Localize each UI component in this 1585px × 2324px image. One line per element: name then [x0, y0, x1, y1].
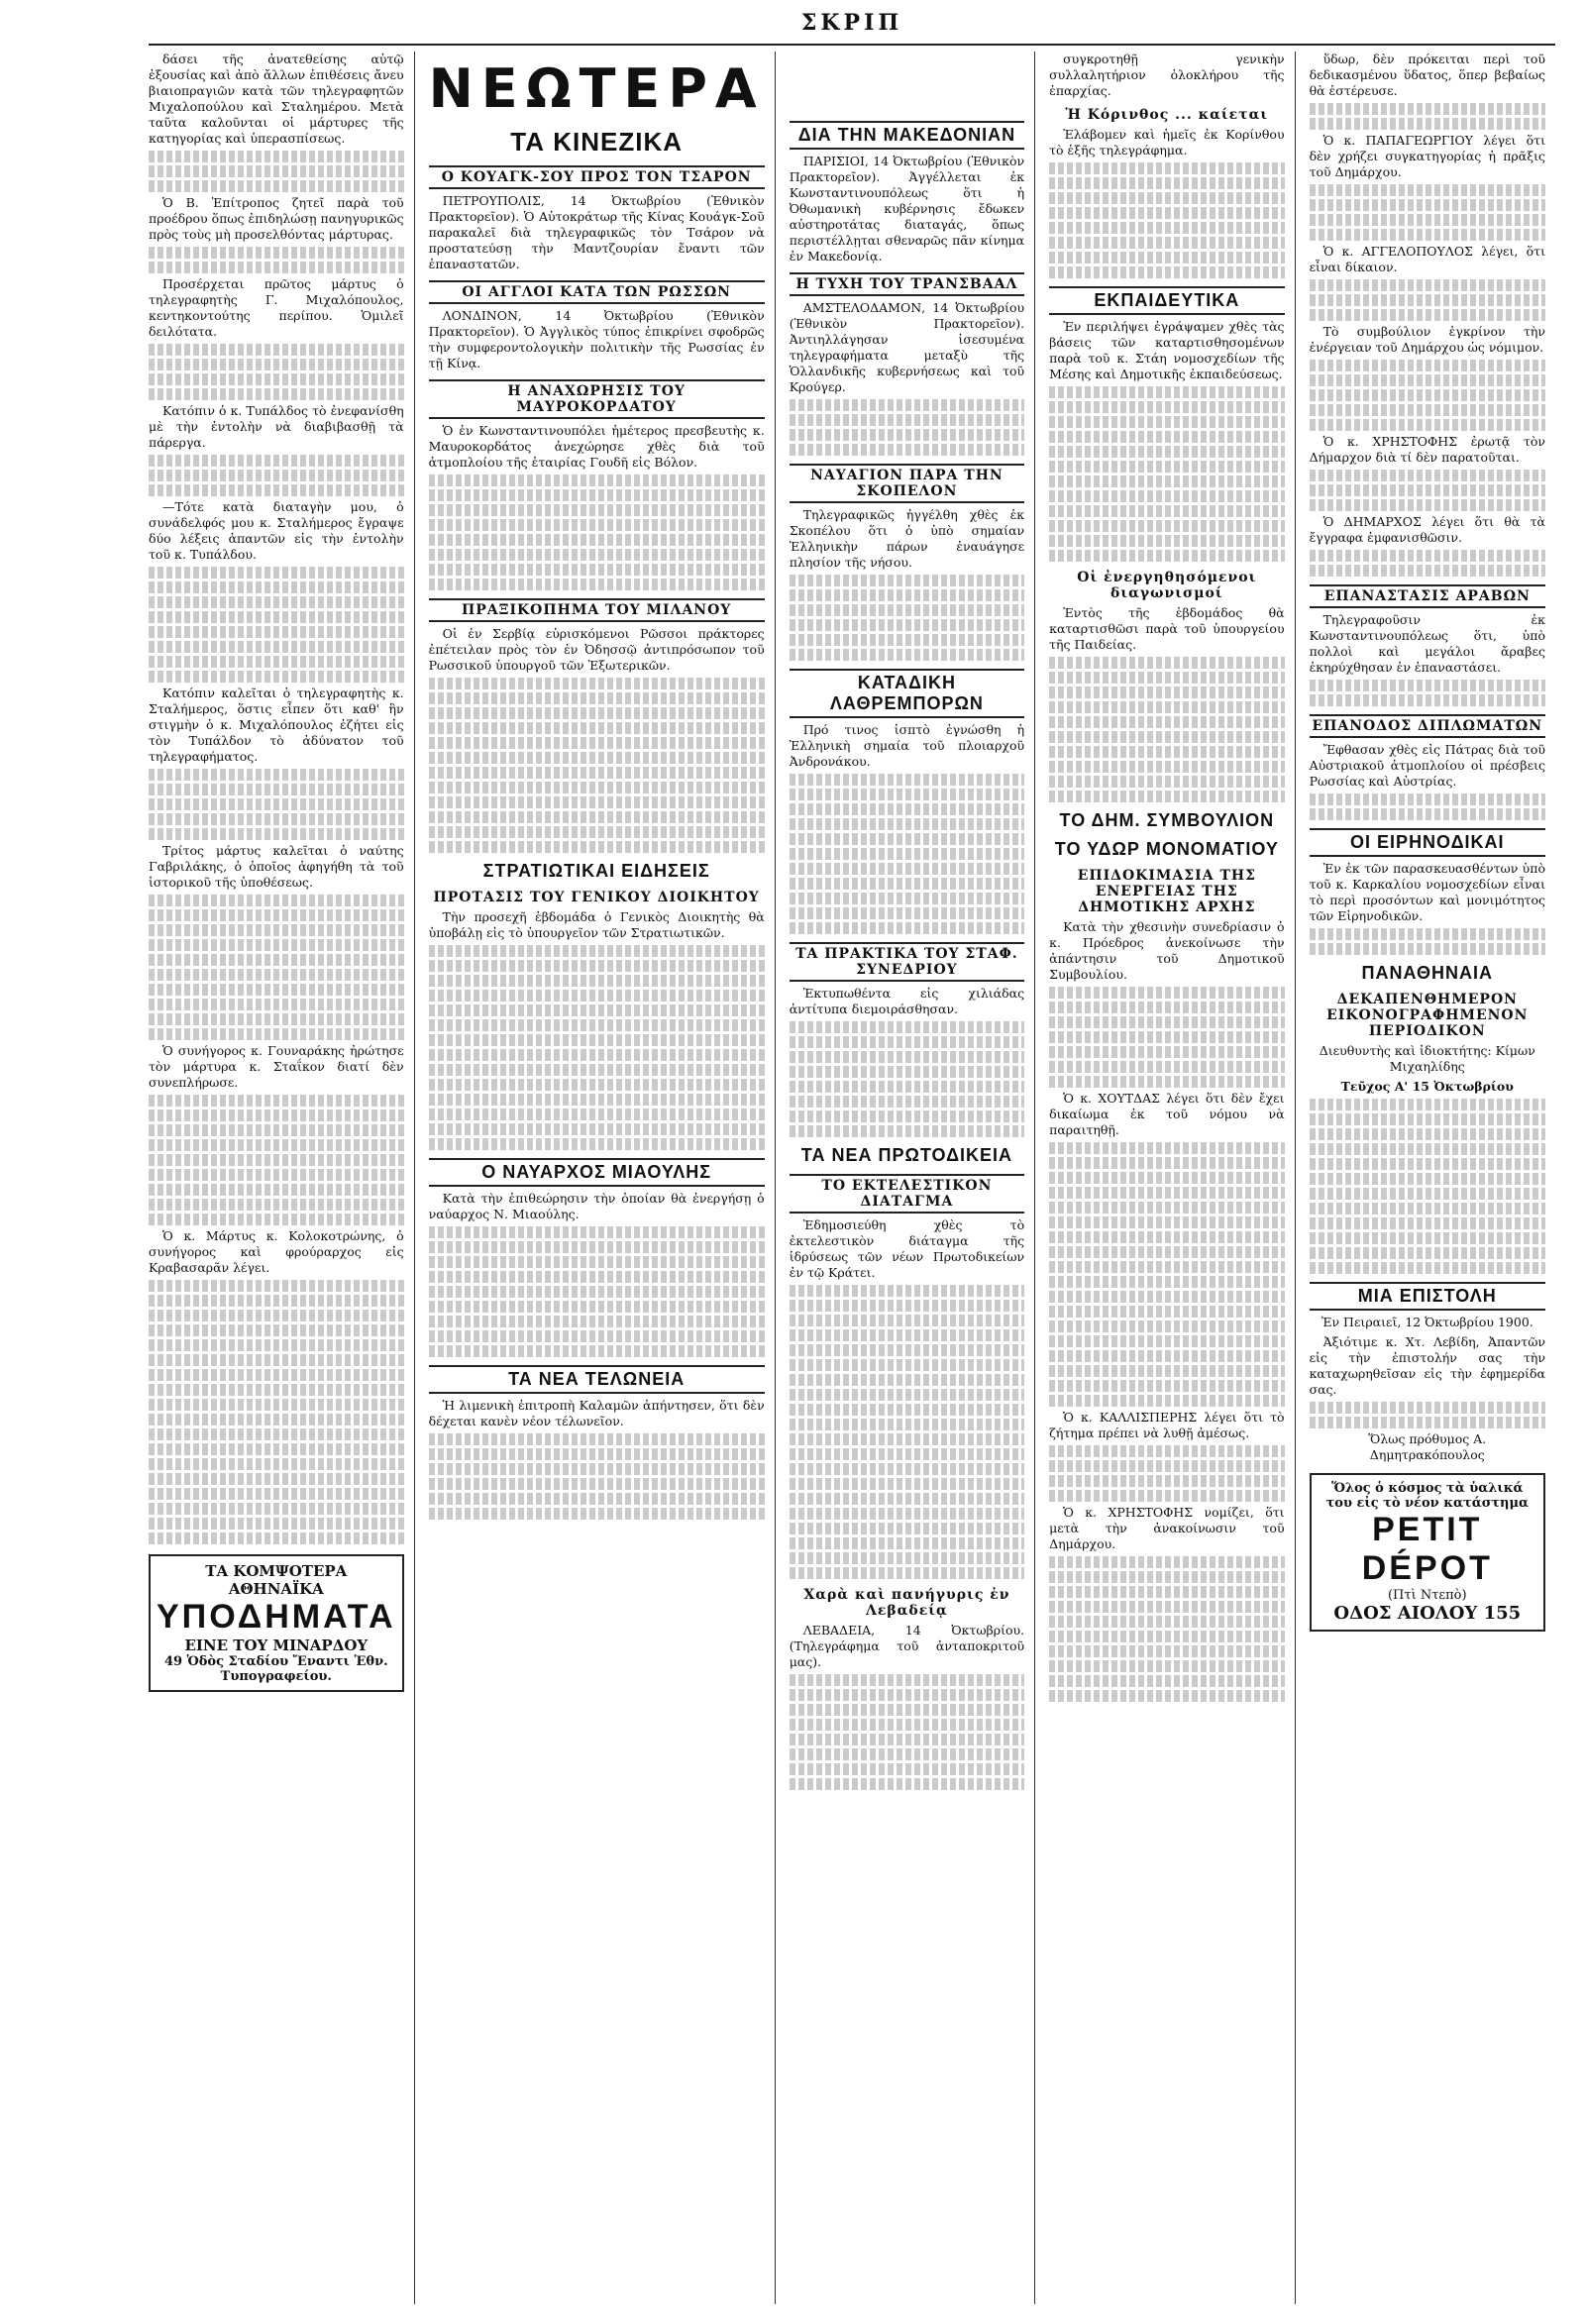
paragraph: συγκροτηθῇ γενικὴν συλλαλητήριον ὁλοκλήρου τῆς ἐπαρχίας.	[1049, 52, 1285, 98]
paragraph: Ὁ ἐν Κωνσταντινουπόλει ἡμέτερος πρεσβευτὴς κ. Μαυροκορδάτος ἀνεχώρησε χθὲς διὰ τοῦ ἀτμοπλοίου τῆς ἑταιρίας Γουδῆ εἰς Βόλον.	[428, 423, 765, 470]
paragraph: Τὸ συμβούλιον ἐγκρίνον τὴν ἐνέργειαν τοῦ Δημάρχου ὡς νόμιμον.	[1309, 324, 1545, 355]
headline: Οἱ ἐνεργηθησόμενοι διαγωνισμοί	[1077, 570, 1257, 601]
paragraph: Ὅλως πρόθυμος Α. Δημητρακόπουλος	[1368, 1431, 1487, 1462]
headline: ΣΤΡΑΤΙΩΤΙΚΑΙ ΕΙΔΗΣΕΙΣ	[482, 861, 710, 881]
ad-address: 49 Ὁδὸς Σταδίου Ἔναντι Ἐθν. Τυπογραφείου.	[163, 1654, 388, 1684]
headline: ΕΠΑΝΟΔΟΣ ΔΙΠΛΩΜΑΤΩΝ	[1310, 714, 1545, 738]
ad-line: Ὅλος ὁ κόσμος τὰ ὑαλικά του εἰς τὸ νέον κατάστημα	[1325, 1481, 1530, 1511]
paragraph: Ὁ κ. Μάρτυς κ. Κολοκοτρώνης, ὁ συνήγορος καὶ φρούραρχος εἰς Κραβασαρᾶν λέγει.	[149, 1228, 404, 1275]
paragraph: ΛΟΝΔΙΝΟΝ, 14 Ὀκτωβρίου (Ἐθνικὸν Πρακτορεῖον). Ὁ Ἀγγλικὸς τύπος ἐπικρίνει σφοδρῶς τὴν συμφεροντολογικὴν πολιτικὴν τῆς Ρωσσίας ἐν τῇ Κίνᾳ.	[428, 308, 765, 370]
headline: ΤΑ ΠΡΑΚΤΙΚΑ ΤΟΥ ΣΤΑΦ. ΣΥΝΕΔΡΙΟΥ	[790, 942, 1024, 982]
paragraph: Τρίτος μάρτυς καλεῖται ὁ ναύτης Γαβριλάκης, ὁ ὁποῖος ἀφηγήθη τὰ τοῦ ἱστορικοῦ τῆς ὑποθέσεως.	[149, 843, 404, 890]
paragraph: ΑΜΣΤΕΛΟΔΑΜΟΝ, 14 Ὀκτωβρίου (Ἐθνικὸν Πρακτορεῖον). Ἀντιηλλάγησαν ἰσεσυμένα τηλεγραφήματα μεταξὺ τῆς Ὁλλανδικῆς κυβερνήσεως καὶ τοῦ Κρούγερ.	[789, 300, 1025, 394]
columns	[149, 52, 1555, 2304]
paragraph: Ἡ λιμενικὴ ἐπιτροπὴ Καλαμῶν ἀπήντησεν, ὅτι δὲν δέχεται κανὲν νέον τέλωνεῖον.	[428, 1398, 765, 1428]
column-3	[790, 52, 1035, 2304]
paragraph: Ἐλάβομεν καὶ ἡμεῖς ἐκ Κορίνθου τὸ ἑξῆς τηλεγράφημα.	[1049, 127, 1285, 158]
subheadline: ΠΡΟΤΑΣΙΣ ΤΟΥ ΓΕΝΙΚΟΥ ΔΙΟΙΚΗΤΟΥ	[433, 890, 760, 905]
paragraph: Κατὰ τὴν ἐπιθεώρησιν τὴν ὁποίαν θὰ ἐνεργήσῃ ὁ ναύαρχος Ν. Μιαούλης.	[428, 1191, 765, 1221]
paragraph: Ὁ Β. Ἐπίτροπος ζητεῖ παρὰ τοῦ προέδρου ὅπως ἐπιδηλώσῃ πανηγυρικῶς πρὸς τοὺς μὴ προσελθόντας μάρτυρας.	[149, 195, 404, 242]
paragraph: Ἔφθασαν χθὲς εἰς Πάτρας διὰ τοῦ Αὐστριακοῦ ἀτμοπλοίου οἱ πρέσβεις Ρωσσίας καὶ Αὐστρίας.	[1309, 742, 1545, 789]
headline: Η ΤΥΧΗ ΤΟΥ ΤΡΑΝΣΒΑΑΛ	[790, 272, 1024, 296]
paragraph: Κατόπιν καλεῖται ὁ τηλεγραφητὴς κ. Σταλήμερος, ὅστις εἶπεν ὅτι καθ' ἣν στιγμὴν ὁ κ. Μιχαλόπουλος ἐζήτει εἰς τὸν Τυπάλδον τὸ ἀδύνατον τοῦ τηλεγραφήματος.	[149, 686, 404, 764]
headline: ΤΟ ΔΗΜ. ΣΥΜΒΟΥΛΙΟΝ	[1059, 810, 1275, 830]
paragraph: ΛΕΒΑΔΕΙΑ, 14 Ὀκτωβρίου. (Τηλεγράφημα τοῦ ἀνταποκριτοῦ μας).	[789, 1623, 1025, 1669]
headline: Χαρὰ καὶ πανήγυρις ἐν Λεβαδείᾳ	[803, 1587, 1010, 1619]
headline: ΟΙ ΕΙΡΗΝΟΔΙΚΑΙ	[1310, 828, 1545, 857]
headline: ΤΑ ΝΕΑ ΠΡΩΤΟΔΙΚΕΙΑ	[800, 1145, 1013, 1165]
ad-line: (Πτὶ Ντεπὸ)	[1387, 1588, 1467, 1603]
paragraph: Ἐδημοσιεύθη χθὲς τὸ ἐκτελεστικὸν διάταγμα τῆς ἱδρύσεως τῶν νέων Πρωτοδικείων ἐν τῷ Κράτει.	[789, 1217, 1025, 1280]
paragraph: Ὁ κ. ΑΓΓΕΛΟΠΟΥΛΟΣ λέγει, ὅτι εἶναι δίκαιον.	[1309, 244, 1545, 274]
paragraph: Ἀξιότιμε κ. Χτ. Λεβίδη, Ἀπαντῶν εἰς τὴν ἐπιστολήν σας τὴν καταχωρηθεῖσαν εἰς τὴν ἐφημερίδα σας.	[1309, 1334, 1545, 1397]
paragraph: Ἐντὸς τῆς ἑβδομάδος θὰ καταρτισθῶσι παρὰ τοῦ ὑπουργείου τῆς Παιδείας.	[1049, 605, 1285, 652]
subheadline: ΤΟ ΕΚΤΕΛΕΣΤΙΚΟΝ ΔΙΑΤΑΓΜΑ	[790, 1174, 1024, 1214]
paragraph: ὕδωρ, δὲν πρόκειται περὶ τοῦ δεδικασμένου ὕδατος, ὅπερ βεβαίως θὰ ἐστέρευσε.	[1309, 52, 1545, 98]
column-1	[149, 52, 415, 2304]
headline: ΤΑ ΚΙΝΕΖΙΚΑ	[510, 127, 684, 157]
ad-headline: ΥΠΟΔΗΜΑΤΑ	[157, 1598, 396, 1636]
masthead: ΣΚΡΙΠ	[800, 10, 903, 36]
paragraph: Ἐν Πειραιεῖ, 12 Ὀκτωβρίου 1900.	[1321, 1315, 1533, 1329]
subheadline: ΕΠΙΔΟΚΙΜΑΣΙΑ ΤΗΣ ΕΝΕΡΓΕΙΑΣ ΤΗΣ ΔΗΜΟΤΙΚΗΣ ΑΡΧΗΣ	[1077, 868, 1256, 915]
paragraph: Προσέρχεται πρῶτος μάρτυς ὁ τηλεγραφητὴς Γ. Μιχαλόπουλος, κεντηκοντούτης περίπου. Ὁμιλεῖ δειλότατα.	[149, 276, 404, 339]
headline: ΠΑΝΑΘΗΝΑΙΑ	[1361, 963, 1494, 983]
paragraph: Τεῦχος Α' 15 Ὀκτωβρίου	[1340, 1079, 1514, 1094]
paragraph: Ἐν περιλήψει ἐγράψαμεν χθὲς τὰς βάσεις τῶν καταρτισθησομένων παρὰ τοῦ κ. Στάη νομοσχεδίων τῆς Μέσης καὶ Δημοτικῆς ἐκπαιδεύσεως.	[1049, 319, 1285, 381]
paragraph: Ὁ κ. ΧΡΗΣΤΟΦΗΣ νομίζει, ὅτι μετὰ τὴν ἀνακοίνωσιν τοῦ Δημάρχου.	[1049, 1505, 1285, 1551]
headline: ΕΚΠΑΙΔΕΥΤΙΚΑ	[1049, 286, 1284, 315]
paragraph: Ὁ κ. ΠΑΠΑΓΕΩΡΓΙΟΥ λέγει ὅτι δὲν χρήζει συγκατηγορίας ἡ πρᾶξις τοῦ Δημάρχου.	[1309, 133, 1545, 179]
masthead-rule	[149, 44, 1555, 46]
paragraph: Ὁ συνήγορος κ. Γουναράκης ἠρώτησε τὸν μάρτυρα κ. Σταΐκον διατί δὲν συνεπλήρωσε.	[149, 1043, 404, 1090]
column-5	[1310, 52, 1555, 2304]
paragraph: ΠΑΡΙΣΙΟΙ, 14 Ὀκτωβρίου (Ἐθνικὸν Πρακτορεῖον). Ἀγγέλλεται ἐκ Κωνσταντινουπόλεως ὅτι ἡ Ὀθωμανικὴ κυβέρνησις ἔδωκεν αὐστηροτάτας διαταγάς, ὅπως περιστέλλῃται σθεναρῶς πᾶν κίνημα ἐν Μακεδονίᾳ.	[789, 154, 1025, 264]
shoe-advertisement	[149, 1554, 404, 1692]
headline: Ο ΝΑΥΑΡΧΟΣ ΜΙΑΟΥΛΗΣ	[429, 1158, 765, 1187]
paragraph: Κατὰ τὴν χθεσινὴν συνεδρίασιν ὁ κ. Πρόεδρος ἀνεκοίνωσε τὴν ἀπάντησιν τοῦ Δημοτικοῦ Συμβουλίου.	[1049, 919, 1285, 982]
paragraph: Ὁ κ. ΧΟΥΤΔΑΣ λέγει ὅτι δὲν ἔχει δικαίωμα ἐκ τοῦ νόμου νὰ παραιτηθῇ.	[1049, 1091, 1285, 1137]
paragraph: Τὴν προσεχῆ ἑβδομάδα ὁ Γενικὸς Διοικητὴς θὰ ὑποβάλῃ εἰς τὸ ὑπουργεῖον τῶν Στρατιωτικῶν.	[428, 909, 765, 940]
headline: ΕΠΑΝΑΣΤΑΣΙΣ ΑΡΑΒΩΝ	[1310, 584, 1545, 608]
paragraph: Τηλεγραφοῦσιν ἐκ Κωνσταντινουπόλεως ὅτι, ὑπὸ πολλοὶ καὶ μεγάλοι ἄραβες ἐκηρύχθησαν ἐν ἐπαναστάσει.	[1309, 612, 1545, 675]
paragraph: —Τότε κατὰ διαταγὴν μου, ὁ συνάδελφός μου κ. Σταλήμερος ἔγραψε δύο λέξεις ἀπαντῶν εἰς τὴν ἐντολὴν τοῦ κ. Τυπάλδου.	[149, 499, 404, 562]
column-2	[429, 52, 776, 2304]
paragraph: Οἱ ἐν Σερβίᾳ εὑρισκόμενοι Ρῶσσοι πράκτορες ἐπέτειλαν πρὸς τὸν ἐν Ὀδησσῷ ἀντιπρόσωπον τοῦ Ρωσσικοῦ ὑπουργοῦ τῶν Ἐξωτερικῶν.	[428, 626, 765, 673]
shop-advertisement	[1310, 1473, 1545, 1632]
paragraph: δάσει τῆς ἀνατεθείσης αὐτῷ ἐξουσίας καὶ ἀπὸ ἄλλων ἐπιθέσεις ἄνευ βιαιοπραγιῶν κατὰ τῶν τηλεγραφητῶν Μιχαλοπούλου καὶ Σταλημέρου. Μετὰ ταῦτα καλοῦνται οἱ μάρτυρες τῆς κατηγορίας καὶ ὑπερασπίσεως.	[149, 52, 404, 146]
paragraph: Ὁ ΔΗΜΑΡΧΟΣ λέγει ὅτι θὰ τὰ ἔγγραφα ἐμφανισθῶσιν.	[1309, 514, 1545, 545]
paragraph: Διευθυντὴς καὶ ἰδιοκτήτης: Κίμων Μιχαηλίδης	[1319, 1043, 1535, 1074]
headline: ΚΑΤΑΔΙΚΗ ΛΑΘΡΕΜΠΟΡΩΝ	[790, 669, 1024, 718]
ad-headline: PETIT DÉPOT	[1361, 1511, 1493, 1587]
section-title: ΝΕΩΤΕΡΑ	[428, 57, 765, 120]
headline: ΔΙΑ ΤΗΝ ΜΑΚΕΔΟΝΙΑΝ	[790, 121, 1024, 150]
headline: Η ΑΝΑΧΩΡΗΣΙΣ ΤΟΥ ΜΑΥΡΟΚΟΡΔΑΤΟΥ	[429, 379, 765, 419]
subheadline: ΤΟ ΥΔΩΡ ΜΟΝΟΜΑΤΙΟΥ	[1054, 839, 1279, 859]
paragraph: ΠΕΤΡΟΥΠΟΛΙΣ, 14 Ὀκτωβρίου (Ἐθνικὸν Πρακτορεῖον). Ὁ Αὐτοκράτωρ τῆς Κίνας Κουάγκ-Σοῦ παρακαλεῖ διὰ τηλεγραφικῶς τὸν Τσάρον νὰ προστατεύσῃ τὴν Μαντζουρίαν ἔναντι τῶν ἐπαναστατῶν.	[428, 193, 765, 271]
headline: ΤΑ ΝΕΑ ΤΕΛΩΝΕΙΑ	[429, 1365, 765, 1394]
ad-address: ΟΔΟΣ ΑΙΟΛΟΥ 155	[1333, 1603, 1522, 1624]
paragraph: Ἐκτυπωθέντα εἰς χιλιάδας ἀντίτυπα διεμοιράσθησαν.	[789, 986, 1025, 1016]
ad-line: ΕΙΝΕ ΤΟΥ ΜΙΝΑΡΔΟΥ	[184, 1637, 369, 1654]
paragraph: Ὁ κ. ΧΡΗΣΤΟΦΗΣ ἐρωτᾷ τὸν Δήμαρχον διὰ τί δὲν παρατοῦται.	[1309, 434, 1545, 465]
headline: ΟΙ ΑΓΓΛΟΙ ΚΑΤΑ ΤΩΝ ΡΩΣΣΩΝ	[429, 280, 765, 304]
subheadline: Ο ΚΟΥΑΓΚ-ΣΟΥ ΠΡΟΣ ΤΟΝ ΤΣΑΡΟΝ	[429, 165, 765, 189]
paragraph: Ἐν ἐκ τῶν παρασκευασθέντων ὑπὸ τοῦ κ. Καρκαλίου νομοσχεδίων εἶναι τὸ περὶ προσόντων καὶ μονιμότητος τῶν Εἰρηνοδικῶν.	[1309, 861, 1545, 923]
subheadline: ΔΕΚΑΠΕΝΘΗΜΕΡΟΝ ΕΙΚΟΝΟΓΡΑΦΗΜΕΝΟΝ ΠΕΡΙΟΔΙΚΟΝ	[1326, 992, 1529, 1039]
paragraph: Ὁ κ. ΚΑΛΛΙΣΠΕΡΗΣ λέγει ὅτι τὸ ζήτημα πρέπει νὰ λυθῇ ἀμέσως.	[1049, 1410, 1285, 1440]
paragraph: Κατόπιν ὁ κ. Τυπάλδος τὸ ἐνεφανίσθη μὲ τὴν ἐντολὴν νὰ διαβιβασθῇ τὰ πάρεργα.	[149, 403, 404, 450]
paragraph: Τηλεγραφικῶς ἠγγέλθη χθὲς ἐκ Σκοπέλου ὅτι ὁ ὑπὸ σημαίαν Ἑλληνικὴν πάρων ἐναυάγησε πλησίον τῆς νήσου.	[789, 507, 1025, 570]
ad-line: ΤΑ ΚΟΜΨΟΤΕΡΑ ΑΘΗΝΑΪΚΑ	[205, 1562, 348, 1598]
paragraph: Πρό τινος ἰσπτὸ ἐγνώσθη ἡ Ἑλληνικὴ σημαία τοῦ πλοιαρχοῦ Ἀνδρονάκου.	[789, 722, 1025, 769]
headline: Ἡ Κόρινθος ... καίεται	[1065, 107, 1269, 123]
headline: ΜΙΑ ΕΠΙΣΤΟΛΗ	[1310, 1282, 1545, 1311]
headline: ΠΡΑΞΙΚΟΠΗΜΑ ΤΟΥ ΜΙΛΑΝΟΥ	[429, 598, 765, 622]
column-4	[1049, 52, 1295, 2304]
headline: ΝΑΥΑΓΙΟΝ ΠΑΡΑ ΤΗΝ ΣΚΟΠΕΛΟΝ	[790, 464, 1024, 503]
